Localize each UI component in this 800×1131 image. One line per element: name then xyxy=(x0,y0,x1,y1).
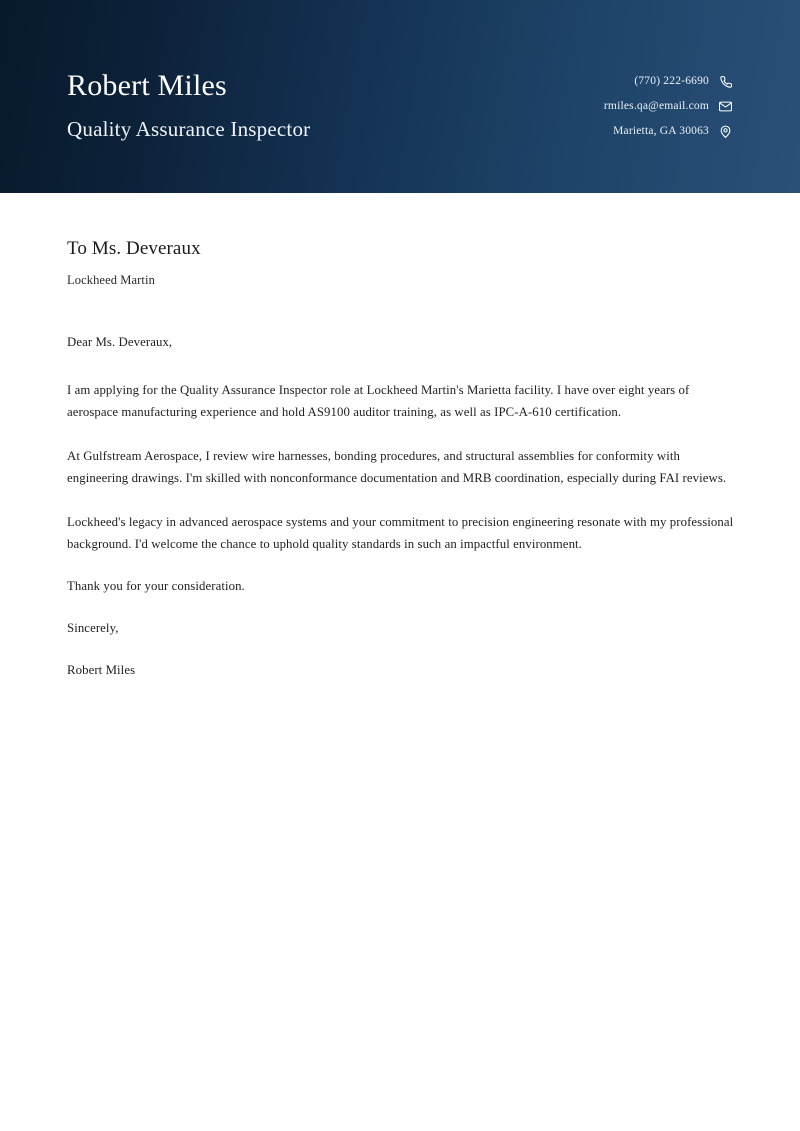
body-paragraph-2: At Gulfstream Aerospace, I review wire harnesses, bonding procedures, and structural assemblies for conformity with engineering drawings. I'm skilled with nonconformance documentation and MRB coordination, especially during FAI reviews. xyxy=(67,449,727,486)
contact-location[interactable] xyxy=(613,124,733,139)
contact-phone[interactable] xyxy=(634,74,733,89)
thank-you-line: Thank you for your consideration. xyxy=(67,579,245,594)
contact-location-text: Marietta, GA 30063 xyxy=(613,124,709,137)
identity-block xyxy=(67,51,310,141)
salutation: Dear Ms. Deveraux, xyxy=(67,335,173,350)
contact-info-block xyxy=(604,54,733,139)
recipient-name: To Ms. Deveraux xyxy=(67,238,201,259)
body-paragraph-1: I am applying for the Quality Assurance Inspector role at Lockheed Martin's Marietta facility. I have over eight years of aerospace manufacturing experience and hold AS9100 auditor training, as well as IPC-A-610 certification. xyxy=(67,383,690,420)
contact-phone-text: (770) 222-6690 xyxy=(634,74,709,87)
letter-body xyxy=(0,193,800,681)
recipient-company: Lockheed Martin xyxy=(67,272,155,287)
contact-email[interactable] xyxy=(604,99,733,114)
signature-name: Robert Miles xyxy=(67,662,136,677)
phone-icon xyxy=(718,74,733,89)
location-pin-icon xyxy=(718,124,733,139)
applicant-name: Robert Miles xyxy=(67,69,227,103)
contact-email-text: rmiles.qa@email.com xyxy=(603,99,709,112)
body-paragraph-3: Lockheed's legacy in advanced aerospace systems and your commitment to precision engineering resonate with my professional background. I'd welcome the chance to uphold quality standards in such an impactful environment. xyxy=(67,515,734,552)
recipient-block xyxy=(67,193,735,288)
envelope-icon xyxy=(718,99,733,114)
letter-content xyxy=(67,288,735,680)
closing-line: Sincerely, xyxy=(67,621,119,636)
letter-header xyxy=(0,0,800,193)
applicant-job-title: Quality Assurance Inspector xyxy=(67,117,311,142)
